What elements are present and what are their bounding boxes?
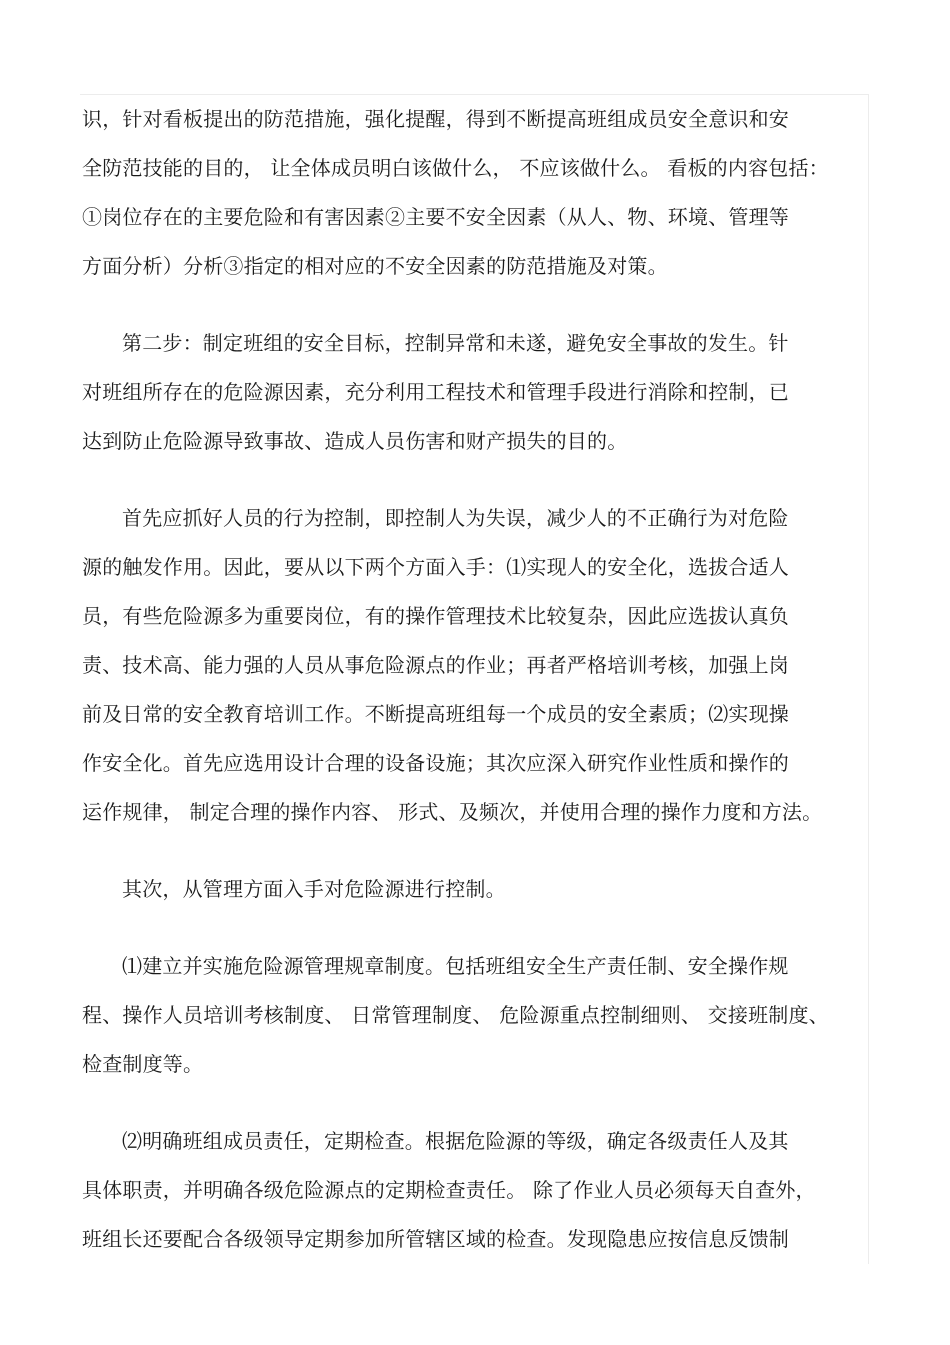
paragraph-2-line-1: 第二步：制定班组的安全目标，控制异常和未遂，避免安全事故的发生。针 [122, 331, 789, 355]
paragraph-5-line-3: 检查制度等。 [82, 1052, 204, 1076]
paragraph-2-line-2: 对班组所存在的危险源因素，充分利用工程技术和管理手段进行消除和控制，已 [82, 380, 789, 404]
paragraph-2-line-3: 达到防止危险源导致事故、造成人员伤害和财产损失的目的。 [82, 429, 628, 453]
paragraph-4-line-1: 其次，从管理方面入手对危险源进行控制。 [122, 877, 506, 901]
paragraph-3-line-7: 运作规律， 制定合理的操作内容、 形式、及频次，并使用合理的操作力度和方法。 [82, 800, 823, 824]
paragraph-1-line-1: 识，针对看板提出的防范措施，强化提醒，得到不断提高班组成员安全意识和安 [82, 107, 789, 131]
paragraph-1-line-3: ①岗位存在的主要危险和有害因素②主要不安全因素（从人、物、环境、管理等 [82, 205, 789, 229]
paragraph-3-line-4: 责、技术高、能力强的人员从事危险源点的作业；再者严格培训考核，加强上岗 [82, 653, 789, 677]
paragraph-1-line-4: 方面分析）分析③指定的相对应的不安全因素的防范措施及对策。 [82, 254, 668, 278]
paragraph-6-line-2: 具体职责，并明确各级危险源点的定期检查责任。 除了作业人员必须每天自查外， [82, 1178, 816, 1202]
paragraph-1-line-2: 全防范技能的目的， 让全体成员明白该做什么， 不应该做什么。 看板的内容包括： [82, 156, 829, 180]
paragraph-3-line-2: 源的触发作用。因此，要从以下两个方面入手：⑴实现人的安全化，选拔合适人 [82, 555, 789, 579]
paragraph-6-line-3: 班组长还要配合各级领导定期参加所管辖区域的检查。发现隐患应按信息反馈制 [82, 1227, 789, 1251]
paragraph-3-line-1: 首先应抓好人员的行为控制，即控制人为失误，减少人的不正确行为对危险 [122, 506, 789, 530]
paragraph-3-line-5: 前及日常的安全教育培训工作。不断提高班组每一个成员的安全素质；⑵实现操 [82, 702, 789, 726]
paragraph-5-line-1: ⑴建立并实施危险源管理规章制度。包括班组安全生产责任制、安全操作规 [122, 954, 789, 978]
paragraph-5-line-2: 程、操作人员培训考核制度、 日常管理制度、 危险源重点控制细则、 交接班制度、 [82, 1003, 829, 1027]
paragraph-6-line-1: ⑵明确班组成员责任，定期检查。根据危险源的等级，确定各级责任人及其 [122, 1129, 789, 1153]
paragraph-3-line-6: 作安全化。首先应选用设计合理的设备设施；其次应深入研究作业性质和操作的 [82, 751, 789, 775]
paragraph-3-line-3: 员，有些危险源多为重要岗位，有的操作管理技术比较复杂，因此应选拔认真负 [82, 604, 789, 628]
